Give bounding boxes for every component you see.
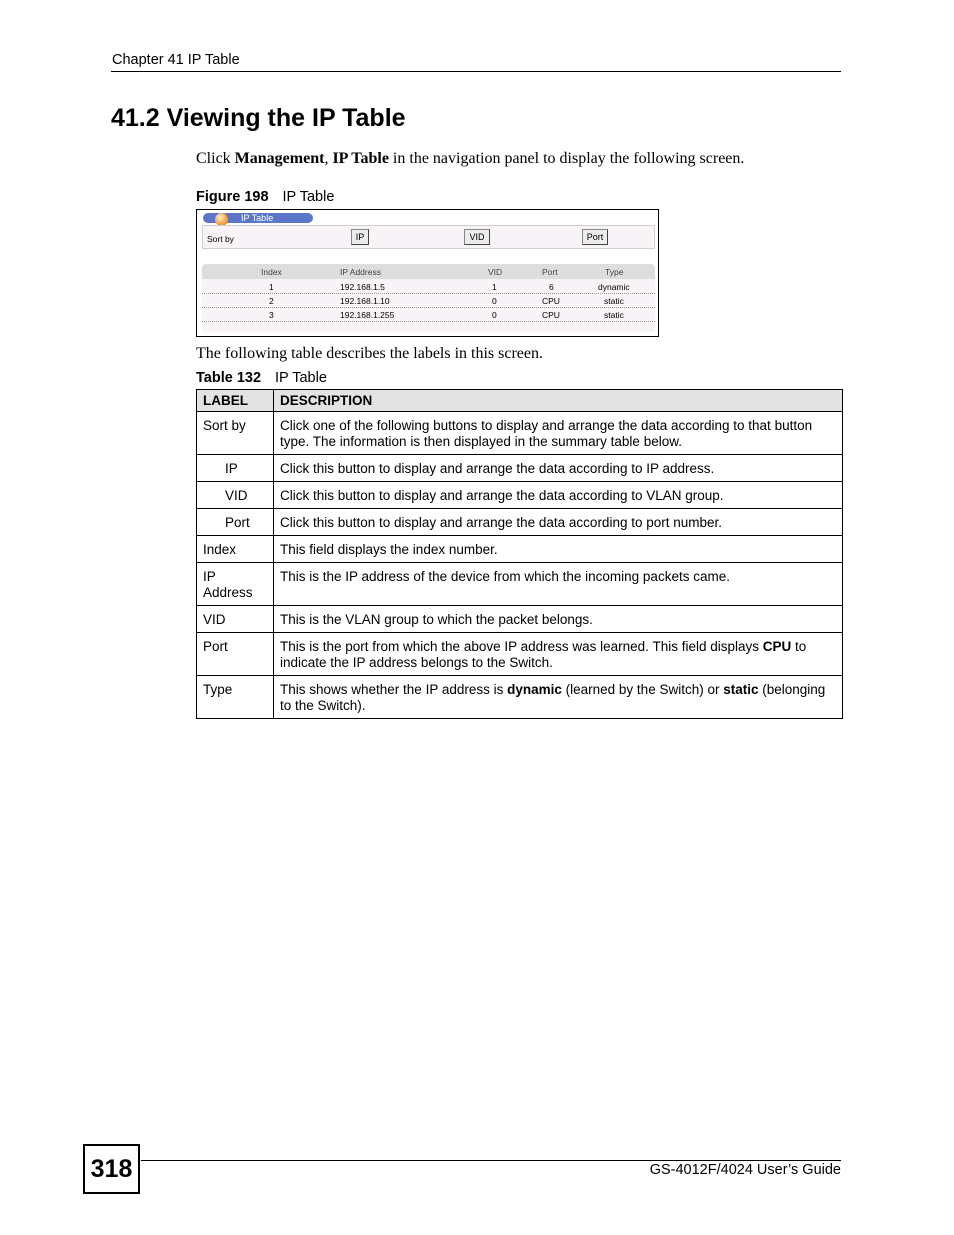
- guide-title: GS-4012F/4024 User’s Guide: [649, 1162, 841, 1178]
- table-row: [197, 509, 843, 536]
- row-type: static: [604, 310, 624, 320]
- row-description: Click this button to display and arrange the data according to port number.: [274, 509, 843, 536]
- table-row: [202, 279, 655, 294]
- desc-bold-static: static: [723, 682, 759, 697]
- row-type: dynamic: [598, 282, 630, 292]
- sort-bar: [202, 225, 655, 249]
- table-caption: [196, 370, 327, 386]
- desc-text: to indicate the IP address belongs to the Switch.: [280, 639, 807, 670]
- ip-table-screenshot: [196, 209, 659, 337]
- row-vid: 1: [492, 282, 497, 292]
- table-row: [197, 412, 843, 455]
- chapter-header: Chapter 41 IP Table: [112, 52, 240, 68]
- intro-comma: ,: [324, 150, 333, 167]
- row-description: Click this button to display and arrange the data according to IP address.: [274, 455, 843, 482]
- row-ip: 192.168.1.255: [340, 310, 395, 320]
- section-title: 41.2 Viewing the IP Table: [111, 104, 406, 132]
- intro-ip-table: IP Table: [332, 150, 389, 167]
- desc-text: This is the port from which the above IP address was learned. This field displays: [280, 639, 763, 654]
- row-type: static: [604, 296, 624, 306]
- row-description: Click one of the following buttons to display and arrange the data according to that button type. The information is then displayed in the summary table below.: [274, 412, 843, 455]
- row-label: VID: [197, 606, 274, 633]
- col-vid-header: VID: [488, 267, 503, 277]
- row-description: This field displays the index number.: [274, 536, 843, 563]
- summary-grid: [202, 264, 655, 332]
- desc-bold-dynamic: dynamic: [507, 682, 562, 697]
- row-port: CPU: [542, 310, 560, 320]
- figure-caption: [196, 189, 334, 205]
- row-label: Sort by: [197, 412, 274, 455]
- table-row: [197, 606, 843, 633]
- intro-paragraph: [196, 150, 744, 168]
- desc-text: This shows whether the IP address is: [280, 682, 508, 697]
- label-description-table: [196, 389, 843, 719]
- col-port-header: Port: [542, 267, 558, 277]
- sort-ip-button[interactable]: IP: [351, 229, 369, 245]
- table-header-row: [197, 390, 843, 412]
- row-label: IP: [197, 455, 274, 482]
- desc-bold-cpu: CPU: [762, 639, 792, 654]
- row-description: [274, 633, 843, 676]
- describes-paragraph: The following table describes the labels in this screen.: [196, 345, 544, 362]
- table-row: [197, 633, 843, 676]
- table-title: IP Table: [275, 370, 327, 386]
- row-description: This is the VLAN group to which the packet belongs.: [274, 606, 843, 633]
- row-label: VID: [197, 482, 274, 509]
- figure-label: Figure 198: [196, 189, 269, 205]
- header-rule: [111, 71, 841, 72]
- row-index: 1: [269, 282, 274, 292]
- table-row: [197, 563, 843, 606]
- row-index: 2: [269, 296, 274, 306]
- label-column-header: LABEL: [197, 390, 274, 412]
- row-description: Click this button to display and arrange the data according to VLAN group.: [274, 482, 843, 509]
- intro-click: Click: [196, 150, 235, 167]
- row-index: 3: [269, 310, 274, 320]
- col-type-header: Type: [605, 267, 624, 277]
- table-row: [202, 307, 655, 322]
- sort-port-button[interactable]: Port: [582, 229, 608, 245]
- row-port: 6: [549, 282, 554, 292]
- table-row: [197, 676, 843, 719]
- table-row: [197, 455, 843, 482]
- page-number: 318: [83, 1144, 140, 1194]
- screen-tab: [203, 213, 313, 223]
- col-index-header: Index: [261, 267, 282, 277]
- row-ip: 192.168.1.10: [340, 296, 390, 306]
- col-ip-header: IP Address: [340, 267, 381, 277]
- sort-by-label: Sort by: [207, 234, 234, 244]
- row-label: Index: [197, 536, 274, 563]
- table-row: [202, 293, 655, 308]
- screen-tab-title: IP Table: [241, 213, 274, 223]
- row-label: Port: [197, 633, 274, 676]
- row-ip: 192.168.1.5: [340, 282, 385, 292]
- table-label: Table 132: [196, 370, 262, 386]
- description-column-header: DESCRIPTION: [274, 390, 843, 412]
- footer-rule: [141, 1160, 841, 1161]
- row-vid: 0: [492, 310, 497, 320]
- row-label: IP Address: [197, 563, 274, 606]
- desc-text: (learned by the Switch) or: [561, 682, 724, 697]
- table-row: [197, 536, 843, 563]
- summary-header: [202, 264, 655, 279]
- row-vid: 0: [492, 296, 497, 306]
- row-port: CPU: [542, 296, 560, 306]
- row-label: Type: [197, 676, 274, 719]
- figure-title: IP Table: [282, 189, 335, 205]
- table-row: [197, 482, 843, 509]
- sort-vid-button[interactable]: VID: [464, 229, 490, 245]
- row-label: Port: [197, 509, 274, 536]
- intro-management: Management: [234, 150, 325, 167]
- row-description: This is the IP address of the device from which the incoming packets came.: [274, 563, 843, 606]
- desc-text: (belonging to the Switch).: [280, 682, 826, 713]
- row-description: [274, 676, 843, 719]
- intro-rest: in the navigation panel to display the following screen.: [388, 150, 745, 167]
